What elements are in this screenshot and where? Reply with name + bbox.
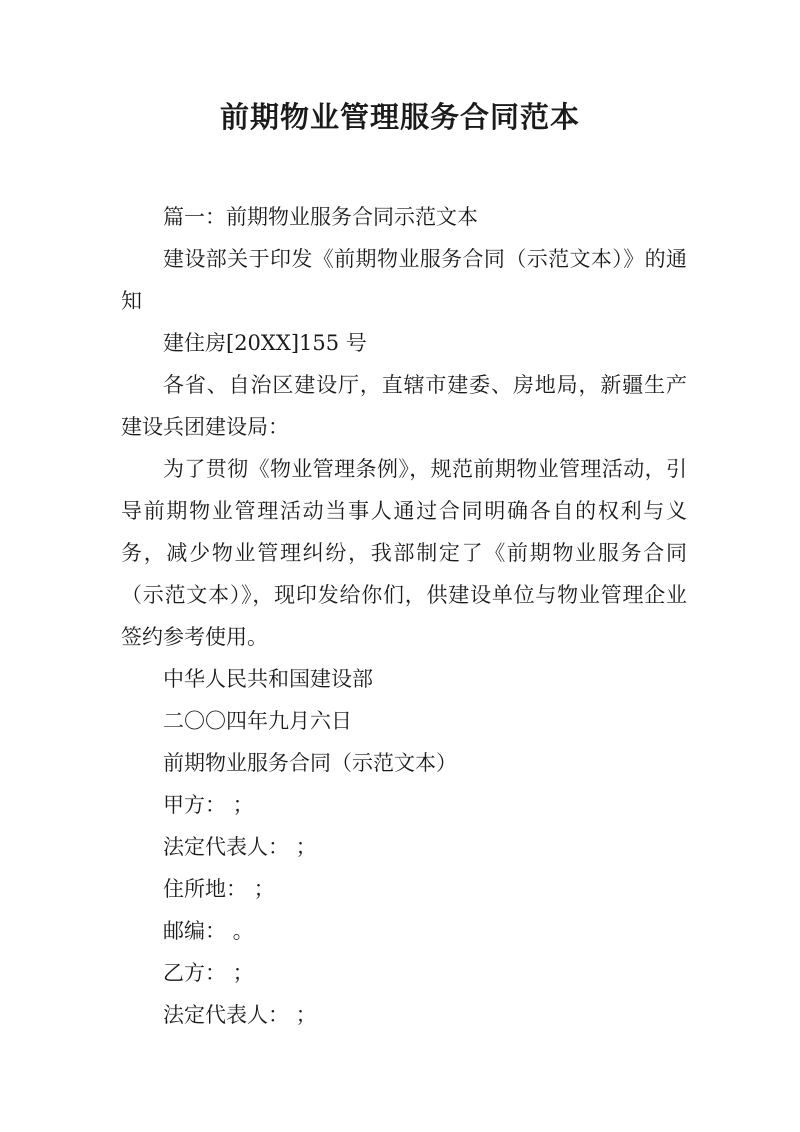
issue-date: 二〇〇四年九月六日 xyxy=(163,709,352,733)
party-b-legal-representative: 法定代表人： ； xyxy=(163,1003,317,1027)
party-b: 乙方： ； xyxy=(163,961,254,985)
notice-title: 建设部关于印发《前期物业服务合同（示范文本）》的通知 xyxy=(121,247,687,313)
party-a: 甲方： ； xyxy=(163,793,254,817)
document-number: 建住房[20XX]155 号 xyxy=(163,331,367,355)
recipients: 各省、自治区建设厅，直辖市建委、房地局，新疆生产建设兵团建设局： xyxy=(121,373,687,439)
notice-body: 为了贯彻《物业管理条例》，规范前期物业管理活动，引导前期物业管理活动当事人通过合同明确各自的权利与义务，减少物业管理纠纷，我部制定了《前期物业服务合同（示范文本）》，现印发给你们，供建设单位与物业管理企业签约参考使用。 xyxy=(121,457,687,649)
contract-title: 前期物业服务合同（示范文本） xyxy=(163,751,457,775)
party-a-address: 住所地： ； xyxy=(163,877,275,901)
issuer: 中华人民共和国建设部 xyxy=(163,667,373,691)
party-a-legal-representative: 法定代表人： ； xyxy=(163,835,317,859)
document-title: 前期物业管理服务合同范本 xyxy=(219,100,580,134)
party-a-postcode: 邮编： 。 xyxy=(163,919,254,943)
section-heading: 篇一：前期物业服务合同示范文本 xyxy=(163,205,478,229)
document-body xyxy=(121,196,687,1036)
